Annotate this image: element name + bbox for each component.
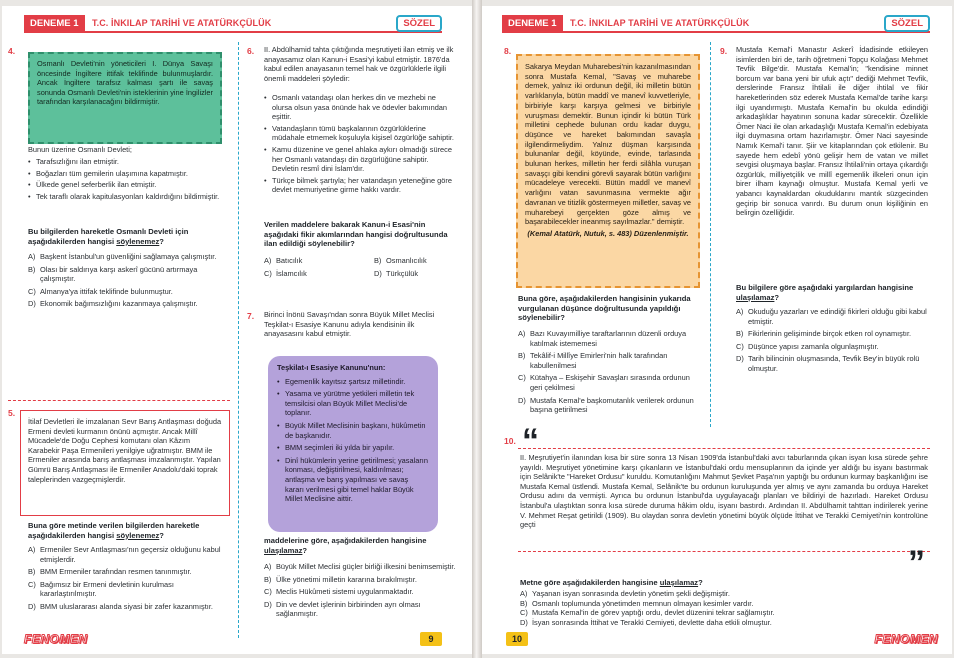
q6-intro: II. Abdülhamid tahta çıktığında meşrutiyeti ilan etmiş ve ilk anayasamız olan Kanun-i Esasi'yi kabul etmiştir. 1876'da kabul edilen anayasanın temel hak ve özgürlüklerle ilgili önemli maddeleri şöyledir: [264, 45, 454, 83]
answer-option-d[interactable]: D) Din ve devlet işlerinin birbirinden ayrı olması sağlanmıştır. [264, 599, 421, 619]
q8-quote-box [516, 54, 700, 288]
q7-law-box [268, 356, 438, 532]
q5-passage-box: İtilaf Devletleri ile imzalanan Sevr Barış Antlaşması doğuda Ermeni devleti kurmanın önünü açmıştır. Ancak Millî Mücadele'de Doğu Cephesi komutanı olan Kâzım Karabekir Paşa Ermenileri yenilgiye uğratmıştır. BMM ile Ermeniler arasında barış antlaşması imzalanmıştır. Yapılan Gümrü Barış Antlaşması ile Ermeniler Anadolu'daki toprak taleplerinden vazgeçmişlerdir. [20, 410, 230, 516]
book-spine [472, 0, 482, 658]
left-page [2, 6, 472, 654]
q7-options [264, 562, 456, 622]
column-divider [238, 42, 239, 638]
q9-options [736, 307, 928, 377]
question-number-8: 8. [504, 46, 512, 56]
list-item: • Osmanlı vatandaşı olan herkes din ve mezhebi ne olursa olsun yasa önünde hak ve ödevler bakımından eşittir. [264, 93, 448, 122]
q7-intro: Birinci İnönü Savaşı'ndan sonra Büyük Millet Meclisi Teşkilat-ı Esasiye Kanunu adıyla kendisinin ilk anayasasını kabul etmiştir. [264, 310, 435, 339]
answer-option-c[interactable]: C) Mustafa Kemal'in de görev yaptığı ordu, devlet düzenini tekrar sağlamıştır. [520, 608, 775, 618]
answer-option-c[interactable]: C) Kütahya – Eskişehir Savaşları sırasında ordunun geri çekilmesi [518, 373, 690, 392]
q8-quote-text: Sakarya Meydan Muharebesi'nin kazanılmasından sonra Mustafa Kemal, "Savaş ve muharebe demek, yalnız iki ordunun değil, iki milletin bütün varlıklarıyla, bütün maddî ve manevî kuvvetleriyle, birbiriyle karşı karşıya gelmesi ve birbiriyle vuruşması demektir. Bunun içindir ki bütün Türk milletini cephede bulunan ordu kadar duygu, düşünce ve hareket bakımından savaşla ilgilendirmeliydim. Yalnız düşman karşısında bulunanlar değil, köyünde, evinde, tarlasında bulunan herkes, milletin her ferdi silâhla vuruşan savaşçı gibi kendini görevli sayarak bütün varlığını mücadeleye verecekti. Bütün maddî ve manevî varlığını vatan savunmasına vermekte ağır davranan ve titizlik göstermeyen milletler, savaş ve muharebeyi gerçekten göze almış ve başarabilecekler ineanmış sayılmazlar." demiştir. [525, 62, 691, 227]
publisher-logo: FENOMEN [24, 632, 88, 646]
q10-passage: II. Meşrutiyet'in ilanından kısa bir süre sonra 13 Nisan 1909'da İstanbul'daki avcı taburlarında çıkan isyan kısa sürede şehre yayıldı. Meşrutiyet yönetimine karşı çıkanların ve İstanbul'daki ordu mensuplarının da içinde yer aldığı bu isyanı bastırmak için Selânik'te "Hareket Ordusu" kuruldu. Komutanlığını Mahmut Şevket Paşa'nın yaptığı bu ordunun kurmay başkanlığını ise Mustafa Kemal üstlendi. Mustafa Kemal, Selânik'te bu ordunun kuruluşunda yer almış ve aynı zamanda bu orduya Hareket Ordusu adını da vermişti. Ayrıca bu ordunun İstanbul'da uygulayacağı planları ve bildiriyi de hazırladı. Hareket Ordusu İstanbul'a ulaştıktan sonra kısa sürede duruma hâkim oldu, isyanı bastırdı. Ardından II. Abdülhamit tahttan indirilerek yerine V. Mehmet Reşat getirildi (1909). Bu olaydan sonra devletin yönetimi büyük ölçüde İttihat ve Terakki Cemiyeti'nin kontrolüne geçti [518, 448, 930, 552]
deneme-tab: DENEME 1 [502, 15, 563, 32]
answer-option-c[interactable]: C) Düşünce yapısı zamanla olgunlaşmıştır. [736, 341, 879, 351]
answer-option-b[interactable]: B) BMM Ermeniler tarafından resmen tanınmıştır. [28, 567, 192, 577]
page-number: 9 [420, 632, 442, 646]
answer-option-a[interactable]: A) Ermeniler Sevr Antlaşması'nın geçersiz olduğunu kabul etmişlerdir. [28, 545, 221, 564]
list-item: • BMM seçimleri iki yılda bir yapılır. [277, 443, 395, 453]
right-page [482, 6, 952, 654]
answer-option-a[interactable]: A) Batıcılık [264, 256, 303, 265]
answer-option-a[interactable]: A) Okuduğu yazarları ve edindiği fikirleri olduğu gibi kabul etmiştir. [736, 307, 927, 326]
open-quote-icon: “ [522, 422, 539, 460]
close-quote-icon: ” [908, 544, 925, 582]
answer-option-d[interactable]: D) BMM uluslararası alanda siyasi bir zafer kazanmıştır. [28, 601, 213, 611]
q4-bullets [28, 157, 228, 203]
q6-question-stem: Verilen maddelere bakarak Kanun-i Esasi'nin aşağıdaki fikir akımlarından hangisi doğrultusunda ilan edildiği söylenebilir? [264, 220, 448, 249]
q6-options [264, 256, 456, 281]
answer-option-d[interactable]: D) Mustafa Kemal'e başkomutanlık verilerek ordunun başına getirilmesi [518, 395, 694, 415]
answer-option-c[interactable]: C) Almanya'ya ittifak teklifinde bulunmuştur. [28, 286, 173, 296]
subject-title: T.C. İNKILAP TARİHİ VE ATATÜRKÇÜLÜK [92, 18, 272, 28]
question-number-4: 4. [8, 46, 16, 56]
answer-option-d[interactable]: D) Ekonomik bağımsızlığını kazanmaya çalışmıştır. [28, 299, 198, 309]
answer-option-a[interactable]: A) Başkent İstanbul'un güvenliğini sağlamaya çalışmıştır. [28, 252, 217, 261]
page-header [2, 15, 472, 32]
q9-question-stem: Bu bilgilere göre aşağıdaki yargılardan hangisine ulaşılamaz? [736, 283, 914, 302]
q9-passage: Mustafa Kemal'i Manastır Askerî İdadisinde etkileyen isimlerden biri de, tarih öğretmeni Topçu Kolağası Mehmet Tevfik Bilge'dir. Mustafa Kemal'in; "kendisine minnet borcum var bana yeni bir ufuk açtı" dediği Mehmet Tevfik, derslerinde Fransız İhtilali ile diğer ihtilal ve fikir hareketlerinden söz ederek Mustafa Kemal'de tarihe karşı ilgi uyandırmıştı. Mustafa Kemal'in bu okulda edindiği arkadaşlıklar hayatının sonuna kadar sürecektir. Özellikle Ömer Naci ile olan arkadaşlığı Mustafa Kemal'in edebiyata ilgi duymasına ortam hazırlamıştır. Ömer Naci sayesinde Namık Kemal'i tanır. Şiir ve kitaplarından çok etkilenir. Bu sayede hem edebî yönü gelişir hem de vatan ve millet sevgisi oluşmaya başlar. Fransız İhtilali'nin ortaya çıkardığı özgürlük, milliyetçilik ve millî egemenlik ilkeleri onun için birer ilham kaynağı olmuştur. Mustafa Kemal yerli ve yabancı kaynaklardan okuduklarını mantık süzgecinden geçirip bir sonuca varırdı. Bu durum onun kişiliğinin en belirgin özelliğidir. [736, 45, 929, 218]
answer-option-b[interactable]: B) Ülke yönetimi milletin kararına bırakılmıştır. [264, 574, 417, 584]
list-item: • Kamu düzenine ve genel ahlaka aykırı olmadığı sürece her Osmanlı vatandaşı din özgürlüğüne sahiptir. Devletin resmî dini İslam'dır. [264, 144, 452, 174]
question-number-10: 10. [504, 436, 516, 446]
question-number-5: 5. [8, 408, 16, 418]
answer-option-a[interactable]: A) Büyük Millet Meclisi güçler birliği ilkesini benimsemiştir. [264, 562, 456, 571]
sozel-tab: SÖZEL [884, 15, 930, 32]
list-item: • Boğazları tüm gemilerin ulaşımına kapatmıştır. [28, 168, 188, 178]
answer-option-d[interactable]: D) Türkçülük [374, 268, 419, 278]
q7-box-title: Teşkilat-ı Esasiye Kanunu'nun: [277, 363, 386, 372]
q8-options [518, 329, 704, 418]
answer-option-b[interactable]: B) Olası bir saldırıya karşı askerî gücünü artırmaya çalışmıştır. [28, 264, 198, 284]
answer-option-b[interactable]: B) Osmanlı toplumunda yönetimden memnun olmayan kesimler vardır. [520, 598, 754, 608]
list-item: • Büyük Millet Meclisinin başkanı, hükûmetin de başkanıdır. [277, 420, 426, 440]
question-number-7: 7. [247, 311, 255, 321]
list-item: • Ülkede genel seferberlik ilan etmiştir. [28, 180, 157, 190]
answer-option-b[interactable]: B) Fikirlerinin gelişiminde birçok etken rol oynamıştır. [736, 329, 912, 339]
answer-option-c[interactable]: C) İslamcılık [264, 268, 307, 278]
list-item: • Tek taraflı olarak kapitulasyonları kaldırdığını bildirmiştir. [28, 191, 220, 201]
page-number: 10 [506, 632, 528, 646]
q6-bullets [264, 93, 454, 197]
sozel-tab: SÖZEL [396, 15, 442, 32]
q10-question-stem: Metne göre aşağıdakilerden hangisine ulaşılamaz? [520, 578, 703, 587]
deneme-tab: DENEME 1 [24, 15, 85, 32]
list-item: • Türkçe bilmek şartıyla; her vatandaşın yeteneğine göre devlet memuriyetine girme hakkı vardır. [264, 175, 452, 195]
publisher-logo: FENOMEN [874, 632, 938, 646]
q8-source: (Kemal Atatürk, Nutuk, s. 483) Düzenlenmiştir. [527, 228, 689, 238]
answer-option-a[interactable]: A) Yaşanan isyan sonrasında devletin yönetim şekli değişmiştir. [520, 589, 730, 598]
answer-option-b[interactable]: B) Tekâlif-i Millîye Emirleri'nin halk tarafından kabullenilmesi [518, 351, 668, 370]
list-item: • Yasama ve yürütme yetkileri milletin tek temsilcisi olan Büyük Millet Meclisi'de toplanır. [277, 389, 415, 418]
q8-question-stem: Buna göre, aşağıdakilerden hangisinin yukarıda vurgulanan düşünce doğrultusunda yapıldığı söylenebilir? [518, 294, 691, 323]
answer-option-a[interactable]: A) Bazı Kuvayımilliye taraftarlarının düzenli orduya katılmak istememesi [518, 329, 687, 348]
list-item: • Dinî hükümlerin yerine getirilmesi; yasaların konması, değiştirilmesi, kaldırılması; antlaşma ve barış yapılması ve savaş kararı verilmesi gibi temel haklar Büyük Millet Meclisine aittir. [277, 455, 428, 504]
answer-option-d[interactable]: D) Tarih bilincinin oluşmasında, Tevfik Bey'in büyük rolü olmuştur. [736, 354, 920, 373]
list-item: • Egemenlik kayıtsız şartsız milletindir. [277, 376, 406, 386]
list-item: • Vatandaşların tümü başkalarının özgürlüklerine müdahale etmemek koşuluyla kişisel özgürlüğe sahiptir. [264, 123, 454, 143]
answer-option-c[interactable]: C) Bağımsız bir Ermeni devletinin kurulması kararlaştırılmıştır. [28, 579, 174, 599]
q4-intro: Bunun üzerine Osmanlı Devleti; [28, 145, 132, 154]
page-header [482, 15, 952, 32]
answer-option-b[interactable]: B) Osmanlıcılık [374, 256, 427, 265]
subject-title: T.C. İNKILAP TARİHİ VE ATATÜRKÇÜLÜK [570, 18, 750, 28]
answer-option-c[interactable]: C) Meclis Hükûmeti sistemi uygulanmaktadır. [264, 587, 414, 597]
header-line [24, 31, 442, 33]
answer-option-d[interactable]: D) İsyan sonrasında İttihat ve Terakki Cemiyeti, devlette daha etkili olmuştur. [520, 617, 772, 627]
q10-options [520, 589, 920, 627]
q4-options [28, 252, 230, 312]
q4-question-stem: Bu bilgilerden hareketle Osmanlı Devleti için aşağıdakilerden hangisi söylenemez? [28, 227, 189, 246]
q5-question-stem: Buna göre metinde verilen bilgilerden hareketle aşağıdakilerden hangisi söylenemez? [28, 521, 200, 540]
column-divider [710, 42, 711, 427]
q7-question-stem: maddelerine göre, aşağıdakilerden hangisine ulaşılamaz? [264, 536, 427, 555]
question-divider [8, 400, 230, 401]
header-line [502, 31, 930, 33]
q4-passage-box: Osmanlı Devleti'nin yöneticileri I. Dünya Savaşı öncesinde İngiltere ittifak teklifinde bulunmuşlardır. Ancak İngiltere tarafsız kalması şartı ile savaş sonunda Osmanlı Devleti'nin isteklerinin yine İngilizler tarafından karşılanacağını bildirmiştir. [28, 52, 222, 144]
question-number-6: 6. [247, 46, 255, 56]
list-item: • Tarafsızlığını ilan etmiştir. [28, 157, 119, 166]
q5-options [28, 545, 230, 615]
question-number-9: 9. [720, 46, 728, 56]
